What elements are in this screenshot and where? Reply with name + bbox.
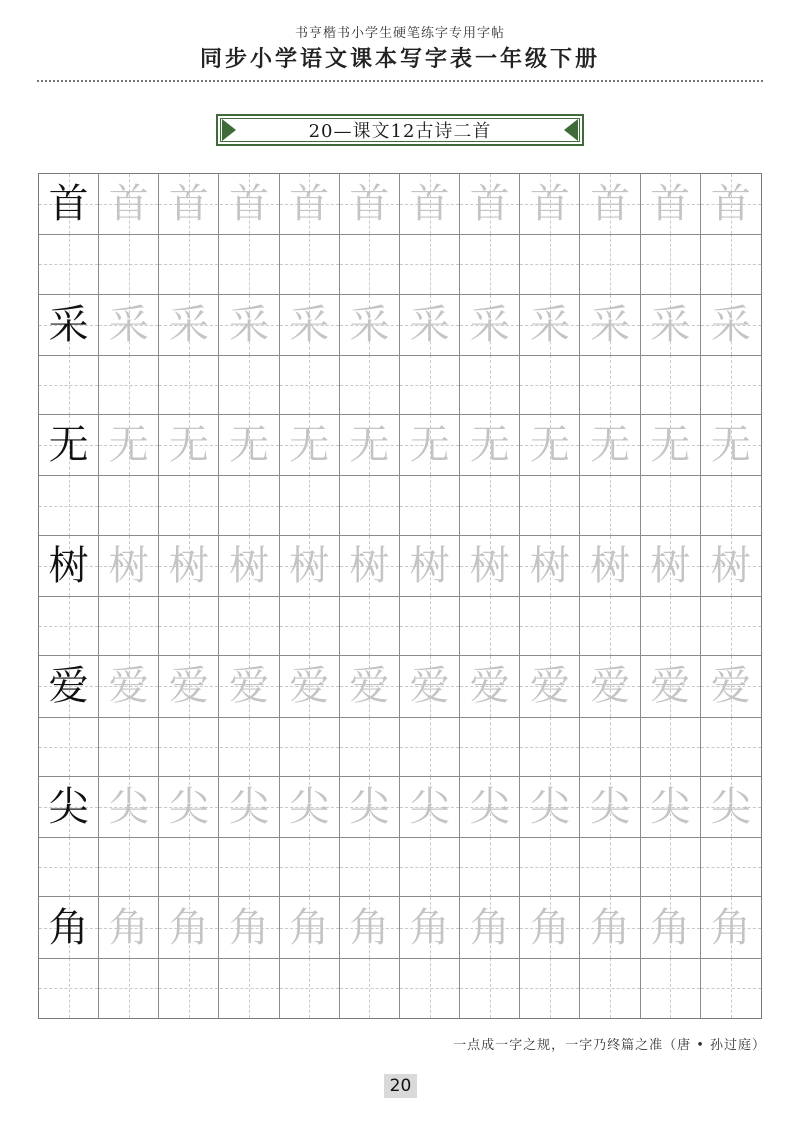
- model-character: 尖: [48, 783, 89, 830]
- trace-character-cell[interactable]: [280, 777, 340, 837]
- trace-character-cell[interactable]: [581, 415, 641, 475]
- model-character-cell[interactable]: [39, 415, 99, 475]
- blank-practice-cell[interactable]: [520, 958, 580, 1018]
- trace-character: 无: [710, 422, 751, 469]
- trace-character: 采: [409, 301, 450, 348]
- blank-practice-cell[interactable]: [641, 234, 701, 294]
- trace-character: 角: [469, 904, 510, 951]
- blank-practice-cell[interactable]: [641, 717, 701, 777]
- blank-practice-cell[interactable]: [39, 717, 99, 777]
- trace-character-cell[interactable]: [701, 656, 761, 716]
- blank-practice-cell[interactable]: [220, 837, 280, 897]
- row-divider: [39, 355, 761, 356]
- trace-character: 首: [409, 181, 450, 228]
- model-character-cell[interactable]: [39, 174, 99, 234]
- blank-practice-cell[interactable]: [340, 475, 400, 535]
- trace-character-cell[interactable]: [220, 536, 280, 596]
- trace-character-cell[interactable]: [520, 536, 580, 596]
- trace-character: 树: [590, 542, 631, 589]
- trace-character: 采: [710, 301, 751, 348]
- trace-character: 爱: [289, 663, 330, 710]
- trace-character: 爱: [710, 663, 751, 710]
- trace-character-cell[interactable]: [400, 536, 460, 596]
- trace-character: 无: [108, 422, 149, 469]
- practice-row: [39, 295, 761, 416]
- blank-practice-cell[interactable]: [159, 355, 219, 415]
- trace-character: 无: [229, 422, 270, 469]
- trace-character-cell[interactable]: [581, 295, 641, 355]
- trace-character-cell[interactable]: [340, 174, 400, 234]
- trace-character: 角: [349, 904, 390, 951]
- blank-practice-cell[interactable]: [220, 596, 280, 656]
- blank-practice-cell[interactable]: [400, 234, 460, 294]
- trace-character: 尖: [650, 783, 691, 830]
- trace-character: 爱: [469, 663, 510, 710]
- blank-practice-cell[interactable]: [460, 837, 520, 897]
- trace-character-cell[interactable]: [581, 174, 641, 234]
- trace-character-cell[interactable]: [159, 777, 219, 837]
- trace-character: 爱: [529, 663, 570, 710]
- model-character-cell[interactable]: [39, 656, 99, 716]
- trace-character: 无: [529, 422, 570, 469]
- trace-character-cell[interactable]: [641, 536, 701, 596]
- trace-character: 采: [529, 301, 570, 348]
- trace-character-cell[interactable]: [400, 656, 460, 716]
- trace-character-cell[interactable]: [220, 656, 280, 716]
- practice-row: [39, 897, 761, 1018]
- trace-character-cell[interactable]: [340, 536, 400, 596]
- trace-character: 首: [289, 181, 330, 228]
- trace-character: 爱: [168, 663, 209, 710]
- blank-practice-cell[interactable]: [159, 596, 219, 656]
- trace-character-cell[interactable]: [641, 656, 701, 716]
- blank-practice-cell[interactable]: [39, 596, 99, 656]
- blank-practice-cell[interactable]: [460, 717, 520, 777]
- trace-character-cell[interactable]: [280, 174, 340, 234]
- blank-practice-cell[interactable]: [581, 717, 641, 777]
- blank-practice-cell[interactable]: [520, 596, 580, 656]
- trace-character: 采: [168, 301, 209, 348]
- blank-practice-cell[interactable]: [220, 475, 280, 535]
- blank-practice-cell[interactable]: [99, 355, 159, 415]
- blank-practice-cell[interactable]: [280, 717, 340, 777]
- trace-character: 无: [289, 422, 330, 469]
- trace-character-cell[interactable]: [701, 897, 761, 957]
- blank-practice-cell[interactable]: [99, 958, 159, 1018]
- model-character: 树: [48, 542, 89, 589]
- trace-character: 尖: [168, 783, 209, 830]
- trace-character: 采: [469, 301, 510, 348]
- lesson-banner: [216, 114, 584, 146]
- blank-practice-cell[interactable]: [220, 355, 280, 415]
- blank-practice-cell[interactable]: [280, 355, 340, 415]
- practice-row: [39, 174, 761, 295]
- trace-character-cell[interactable]: [400, 415, 460, 475]
- row-divider: [39, 234, 761, 235]
- blank-practice-cell[interactable]: [99, 717, 159, 777]
- blank-practice-cell[interactable]: [701, 355, 761, 415]
- trace-character: 无: [469, 422, 510, 469]
- page-subtitle: 书亨楷书小学生硬笔练字专用字帖: [294, 26, 505, 41]
- trace-character: 首: [590, 181, 631, 228]
- blank-practice-cell[interactable]: [400, 837, 460, 897]
- trace-character: 无: [650, 422, 691, 469]
- trace-character-cell[interactable]: [460, 536, 520, 596]
- trace-character: 树: [529, 542, 570, 589]
- trace-character: 无: [168, 422, 209, 469]
- trace-character: 爱: [108, 663, 149, 710]
- calligraphy-quote: 一点成一字之规，一字乃终篇之准（唐 • 孙过庭）: [453, 1038, 766, 1053]
- blank-practice-cell[interactable]: [641, 958, 701, 1018]
- trace-character-cell[interactable]: [99, 174, 159, 234]
- trace-character-cell[interactable]: [400, 777, 460, 837]
- blank-practice-cell[interactable]: [39, 475, 99, 535]
- trace-character: 尖: [529, 783, 570, 830]
- trace-character: 尖: [469, 783, 510, 830]
- blank-practice-cell[interactable]: [340, 596, 400, 656]
- blank-practice-cell[interactable]: [220, 958, 280, 1018]
- model-character-cell[interactable]: [39, 897, 99, 957]
- trace-character: 角: [168, 904, 209, 951]
- trace-character: 尖: [590, 783, 631, 830]
- trace-character: 首: [168, 181, 209, 228]
- trace-character: 尖: [108, 783, 149, 830]
- blank-practice-cell[interactable]: [641, 837, 701, 897]
- trace-character-cell[interactable]: [340, 295, 400, 355]
- trace-character: 采: [650, 301, 691, 348]
- trace-character-cell[interactable]: [520, 295, 580, 355]
- page-number: 20: [384, 1074, 417, 1098]
- trace-character: 首: [229, 181, 270, 228]
- trace-character-cell[interactable]: [460, 415, 520, 475]
- trace-character: 树: [289, 542, 330, 589]
- blank-practice-cell[interactable]: [701, 837, 761, 897]
- blank-practice-cell[interactable]: [460, 475, 520, 535]
- model-character: 无: [48, 422, 89, 469]
- trace-character-cell[interactable]: [641, 897, 701, 957]
- trace-character-cell[interactable]: [701, 295, 761, 355]
- blank-practice-cell[interactable]: [340, 355, 400, 415]
- trace-character: 角: [590, 904, 631, 951]
- practice-row: [39, 656, 761, 777]
- trace-character: 爱: [229, 663, 270, 710]
- blank-practice-cell[interactable]: [220, 717, 280, 777]
- blank-practice-cell[interactable]: [581, 234, 641, 294]
- practice-row: [39, 536, 761, 657]
- blank-practice-cell[interactable]: [400, 717, 460, 777]
- trace-character-cell[interactable]: [340, 415, 400, 475]
- trace-character: 树: [168, 542, 209, 589]
- blank-practice-cell[interactable]: [159, 234, 219, 294]
- blank-practice-cell[interactable]: [701, 596, 761, 656]
- trace-character-cell[interactable]: [99, 415, 159, 475]
- trace-character: 采: [289, 301, 330, 348]
- blank-practice-cell[interactable]: [701, 234, 761, 294]
- trace-character: 树: [469, 542, 510, 589]
- trace-character-cell[interactable]: [159, 295, 219, 355]
- trace-character-cell[interactable]: [340, 656, 400, 716]
- trace-character-cell[interactable]: [280, 295, 340, 355]
- trace-character: 角: [108, 904, 149, 951]
- trace-character: 无: [349, 422, 390, 469]
- trace-character-cell[interactable]: [460, 656, 520, 716]
- blank-practice-cell[interactable]: [340, 837, 400, 897]
- trace-character-cell[interactable]: [340, 897, 400, 957]
- trace-character-cell[interactable]: [220, 415, 280, 475]
- blank-practice-cell[interactable]: [99, 837, 159, 897]
- trace-character-cell[interactable]: [159, 536, 219, 596]
- trace-character-cell[interactable]: [159, 415, 219, 475]
- trace-character-cell[interactable]: [460, 897, 520, 957]
- blank-practice-cell[interactable]: [400, 596, 460, 656]
- lesson-title: 20—课文12古诗二首: [308, 121, 492, 142]
- page-title: 同步小学语文课本写字表一年级下册: [199, 46, 600, 72]
- header-divider: [37, 80, 763, 82]
- trace-character: 采: [590, 301, 631, 348]
- practice-row: [39, 777, 761, 898]
- blank-practice-cell[interactable]: [520, 355, 580, 415]
- blank-practice-cell[interactable]: [39, 837, 99, 897]
- trace-character: 角: [650, 904, 691, 951]
- trace-character-cell[interactable]: [220, 295, 280, 355]
- row-divider: [39, 596, 761, 597]
- trace-character-cell[interactable]: [400, 897, 460, 957]
- trace-character: 尖: [409, 783, 450, 830]
- trace-character: 树: [710, 542, 751, 589]
- trace-character-cell[interactable]: [280, 897, 340, 957]
- trace-character-cell[interactable]: [99, 536, 159, 596]
- trace-character-cell[interactable]: [340, 777, 400, 837]
- trace-character-cell[interactable]: [641, 415, 701, 475]
- trace-character-cell[interactable]: [581, 777, 641, 837]
- blank-practice-cell[interactable]: [159, 475, 219, 535]
- trace-character-cell[interactable]: [581, 656, 641, 716]
- blank-practice-cell[interactable]: [280, 234, 340, 294]
- trace-character-cell[interactable]: [460, 295, 520, 355]
- blank-practice-cell[interactable]: [280, 837, 340, 897]
- blank-practice-cell[interactable]: [400, 475, 460, 535]
- blank-practice-cell[interactable]: [581, 355, 641, 415]
- blank-practice-cell[interactable]: [701, 475, 761, 535]
- trace-character: 首: [650, 181, 691, 228]
- blank-practice-cell[interactable]: [581, 596, 641, 656]
- blank-practice-cell[interactable]: [280, 596, 340, 656]
- blank-practice-cell[interactable]: [581, 837, 641, 897]
- trace-character: 首: [349, 181, 390, 228]
- trace-character: 树: [229, 542, 270, 589]
- trace-character-cell[interactable]: [99, 656, 159, 716]
- blank-practice-cell[interactable]: [400, 958, 460, 1018]
- trace-character-cell[interactable]: [581, 897, 641, 957]
- trace-character-cell[interactable]: [641, 295, 701, 355]
- trace-character-cell[interactable]: [641, 777, 701, 837]
- model-character-cell[interactable]: [39, 295, 99, 355]
- blank-practice-cell[interactable]: [280, 958, 340, 1018]
- trace-character-cell[interactable]: [99, 777, 159, 837]
- trace-character: 采: [108, 301, 149, 348]
- blank-practice-cell[interactable]: [701, 717, 761, 777]
- blank-practice-cell[interactable]: [39, 234, 99, 294]
- model-character: 爱: [48, 663, 89, 710]
- trace-character-cell[interactable]: [460, 777, 520, 837]
- blank-practice-cell[interactable]: [520, 837, 580, 897]
- model-character: 角: [48, 904, 89, 951]
- blank-practice-cell[interactable]: [520, 717, 580, 777]
- blank-practice-cell[interactable]: [159, 958, 219, 1018]
- blank-practice-cell[interactable]: [581, 475, 641, 535]
- trace-character: 尖: [710, 783, 751, 830]
- model-character: 采: [48, 301, 89, 348]
- trace-character-cell[interactable]: [280, 415, 340, 475]
- trace-character: 爱: [349, 663, 390, 710]
- blank-practice-cell[interactable]: [400, 355, 460, 415]
- blank-practice-cell[interactable]: [460, 958, 520, 1018]
- trace-character-cell[interactable]: [280, 656, 340, 716]
- trace-character: 爱: [409, 663, 450, 710]
- trace-character-cell[interactable]: [520, 174, 580, 234]
- trace-character: 树: [349, 542, 390, 589]
- blank-practice-cell[interactable]: [340, 234, 400, 294]
- trace-character: 角: [229, 904, 270, 951]
- trace-character-cell[interactable]: [520, 415, 580, 475]
- blank-practice-cell[interactable]: [340, 717, 400, 777]
- trace-character-cell[interactable]: [701, 777, 761, 837]
- model-character: 首: [48, 181, 89, 228]
- blank-practice-cell[interactable]: [99, 596, 159, 656]
- trace-character: 首: [108, 181, 149, 228]
- trace-character: 树: [650, 542, 691, 589]
- blank-practice-cell[interactable]: [641, 355, 701, 415]
- trace-character: 尖: [289, 783, 330, 830]
- trace-character-cell[interactable]: [400, 174, 460, 234]
- trace-character: 树: [409, 542, 450, 589]
- trace-character: 首: [469, 181, 510, 228]
- trace-character: 采: [229, 301, 270, 348]
- banner-left-arrow-icon: [222, 119, 236, 141]
- trace-character-cell[interactable]: [400, 295, 460, 355]
- trace-character-cell[interactable]: [220, 897, 280, 957]
- trace-character: 爱: [590, 663, 631, 710]
- blank-practice-cell[interactable]: [520, 475, 580, 535]
- banner-right-arrow-icon: [564, 119, 578, 141]
- trace-character: 角: [529, 904, 570, 951]
- blank-practice-cell[interactable]: [39, 355, 99, 415]
- trace-character: 无: [590, 422, 631, 469]
- trace-character-cell[interactable]: [220, 174, 280, 234]
- blank-practice-cell[interactable]: [99, 475, 159, 535]
- practice-grid: [38, 173, 762, 1019]
- trace-character-cell[interactable]: [701, 536, 761, 596]
- blank-practice-cell[interactable]: [460, 234, 520, 294]
- blank-practice-cell[interactable]: [340, 958, 400, 1018]
- trace-character: 首: [529, 181, 570, 228]
- blank-practice-cell[interactable]: [460, 355, 520, 415]
- trace-character: 首: [710, 181, 751, 228]
- blank-practice-cell[interactable]: [641, 596, 701, 656]
- trace-character-cell[interactable]: [220, 777, 280, 837]
- trace-character-cell[interactable]: [159, 174, 219, 234]
- trace-character-cell[interactable]: [701, 174, 761, 234]
- trace-character-cell[interactable]: [520, 656, 580, 716]
- trace-character: 无: [409, 422, 450, 469]
- blank-practice-cell[interactable]: [460, 596, 520, 656]
- trace-character-cell[interactable]: [701, 415, 761, 475]
- trace-character: 树: [108, 542, 149, 589]
- blank-practice-cell[interactable]: [159, 717, 219, 777]
- blank-practice-cell[interactable]: [159, 837, 219, 897]
- blank-practice-cell[interactable]: [581, 958, 641, 1018]
- trace-character-cell[interactable]: [520, 777, 580, 837]
- trace-character-cell[interactable]: [99, 295, 159, 355]
- row-divider: [39, 475, 761, 476]
- blank-practice-cell[interactable]: [701, 958, 761, 1018]
- blank-practice-cell[interactable]: [280, 475, 340, 535]
- model-character-cell[interactable]: [39, 777, 99, 837]
- trace-character-cell[interactable]: [581, 536, 641, 596]
- trace-character-cell[interactable]: [99, 897, 159, 957]
- blank-practice-cell[interactable]: [99, 234, 159, 294]
- practice-row: [39, 415, 761, 536]
- trace-character: 尖: [349, 783, 390, 830]
- row-divider: [39, 837, 761, 838]
- trace-character: 角: [710, 904, 751, 951]
- blank-practice-cell[interactable]: [641, 475, 701, 535]
- blank-practice-cell[interactable]: [520, 234, 580, 294]
- trace-character: 角: [289, 904, 330, 951]
- trace-character-cell[interactable]: [460, 174, 520, 234]
- model-character-cell[interactable]: [39, 536, 99, 596]
- trace-character-cell[interactable]: [280, 536, 340, 596]
- trace-character-cell[interactable]: [641, 174, 701, 234]
- row-divider: [39, 717, 761, 718]
- trace-character: 尖: [229, 783, 270, 830]
- blank-practice-cell[interactable]: [39, 958, 99, 1018]
- trace-character: 角: [409, 904, 450, 951]
- trace-character-cell[interactable]: [520, 897, 580, 957]
- blank-practice-cell[interactable]: [220, 234, 280, 294]
- trace-character-cell[interactable]: [159, 897, 219, 957]
- trace-character-cell[interactable]: [159, 656, 219, 716]
- row-divider: [39, 958, 761, 959]
- trace-character: 采: [349, 301, 390, 348]
- trace-character: 爱: [650, 663, 691, 710]
